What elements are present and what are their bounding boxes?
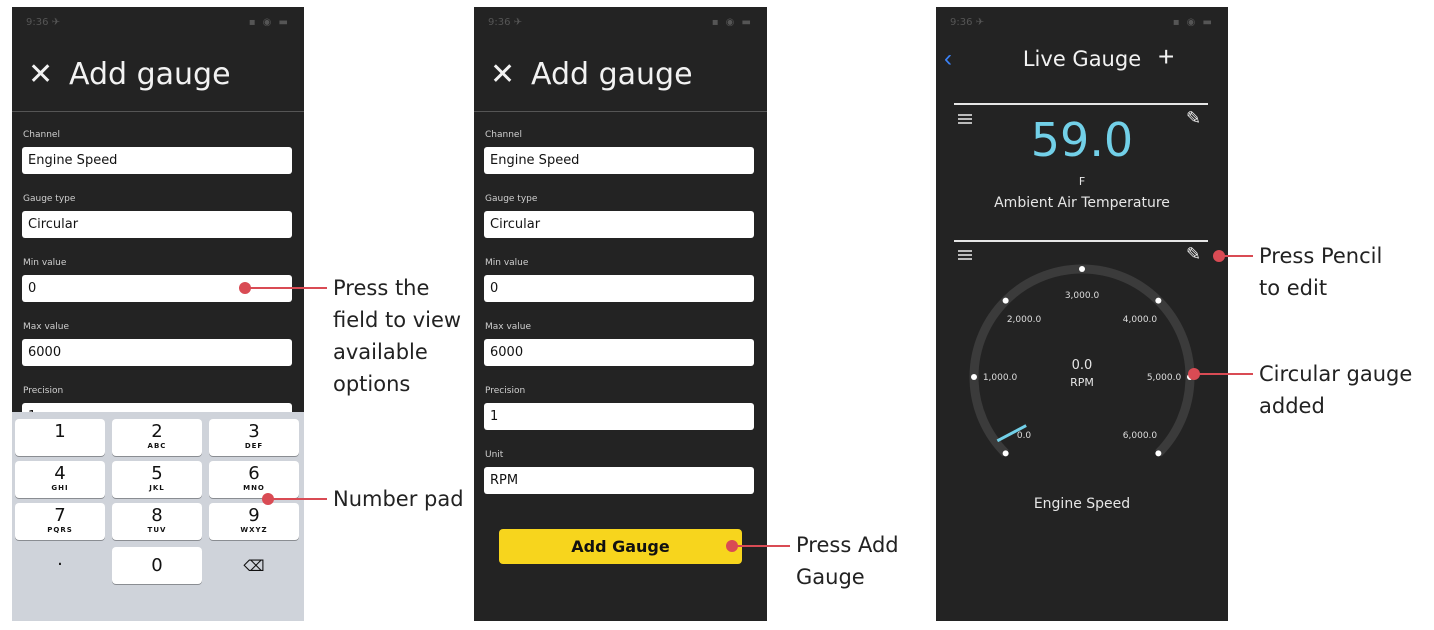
gauge-tick-dot <box>1003 298 1009 304</box>
callout-line-text: options <box>333 372 411 396</box>
status-icons: ▪ ◉ ▬ <box>1172 17 1214 28</box>
gauge-type-field[interactable]: Circular <box>22 211 292 238</box>
max-value-field[interactable]: 6000 <box>22 339 292 366</box>
unit-field[interactable]: RPM <box>484 467 754 494</box>
callout-line-pencil <box>1219 255 1253 257</box>
digital-gauge-value: 59.0 <box>1030 113 1134 167</box>
key-letters: DEF <box>244 442 264 450</box>
min-value-label: Min value <box>23 258 67 268</box>
max-value-field[interactable]: 6000 <box>484 339 754 366</box>
gauge-tick-dot <box>1079 266 1085 272</box>
gauge-tick-dot <box>1155 298 1161 304</box>
callout-press-add-gauge <box>796 529 899 593</box>
header-divider <box>12 111 304 112</box>
gauge-type-label: Gauge type <box>485 194 538 204</box>
callout-line-text: Press Pencil <box>1259 244 1383 268</box>
status-time: 9:36 ✈ <box>488 17 523 28</box>
gauge-tick-label: 6,000.0 <box>1122 430 1158 441</box>
status-time: 9:36 ✈ <box>950 17 985 28</box>
precision-field[interactable]: 1 <box>484 403 754 430</box>
status-time: 9:36 ✈ <box>26 17 61 28</box>
max-value-label: Max value <box>23 322 70 332</box>
gauge-type-field[interactable]: Circular <box>484 211 754 238</box>
callout-press-field <box>333 272 461 400</box>
gauge-tick-label: 5,000.0 <box>1146 373 1182 383</box>
numpad-key-7[interactable] <box>15 503 105 540</box>
key-digit: 0 <box>151 555 163 576</box>
circular-gauge-name: Engine Speed <box>1033 496 1131 512</box>
precision-label: Precision <box>485 386 526 396</box>
channel-label: Channel <box>485 130 522 140</box>
min-value-field[interactable]: 0 <box>484 275 754 302</box>
channel-label: Channel <box>23 130 60 140</box>
callout-press-pencil <box>1259 240 1382 304</box>
add-plus-icon[interactable]: + <box>1158 41 1175 72</box>
page-title: Live Gauge <box>1022 47 1142 71</box>
gauge-tick-label: 1,000.0 <box>982 373 1018 383</box>
callout-line-text: field to view <box>333 308 462 332</box>
channel-field[interactable]: Engine Speed <box>22 147 292 174</box>
circular-gauge-unit: RPM <box>1070 376 1094 389</box>
status-icons: ▪ ◉ ▬ <box>248 17 290 28</box>
min-value-field[interactable]: 0 <box>22 275 292 302</box>
gauge-tick-label: 4,000.0 <box>1122 315 1158 326</box>
status-bar <box>950 17 1214 29</box>
unit-label: Unit <box>485 450 504 460</box>
callout-line-text: Press the <box>333 276 430 300</box>
gauge-tick-label: 2,000.0 <box>1006 315 1042 326</box>
precision-label: Precision <box>23 386 64 396</box>
status-icons: ▪ ◉ ▬ <box>711 17 753 28</box>
callout-line-text: Press Add <box>796 533 899 557</box>
callout-line-add-gauge <box>732 545 790 547</box>
key-digit: 6 <box>248 463 260 484</box>
callout-line-text: Circular gauge <box>1259 362 1413 386</box>
key-digit: 7 <box>54 505 66 526</box>
gauge-type-label: Gauge type <box>23 194 76 204</box>
callout-line-min-value <box>245 287 327 289</box>
phone-screen-add-gauge-form <box>474 7 767 621</box>
digital-gauge-name: Ambient Air Temperature <box>994 195 1170 211</box>
channel-field[interactable]: Engine Speed <box>484 147 754 174</box>
numpad-key-3[interactable] <box>209 419 299 456</box>
key-digit: . <box>57 549 63 570</box>
key-digit: 4 <box>54 463 66 484</box>
key-letters: PQRS <box>47 526 73 534</box>
key-letters: JKL <box>149 484 165 492</box>
backspace-icon[interactable] <box>209 547 299 584</box>
gauge-tick-label: 0.0 <box>1016 430 1032 441</box>
add-gauge-button[interactable]: Add Gauge <box>499 529 742 564</box>
numpad-key-1[interactable] <box>15 419 105 456</box>
key-digit: 2 <box>151 421 163 442</box>
callout-line-text: to edit <box>1259 276 1328 300</box>
circular-gauge-value: 0.0 <box>1071 358 1093 373</box>
page-title: Add gauge <box>69 57 231 92</box>
pencil-icon[interactable]: ✎ <box>1186 244 1202 265</box>
key-letters: TUV <box>147 526 167 534</box>
callout-line-text: available <box>333 340 428 364</box>
phone-screen-live-gauge <box>936 7 1228 621</box>
callout-line-circular <box>1194 373 1253 375</box>
numpad-key-0[interactable] <box>112 547 202 584</box>
key-letters: MNO <box>243 484 265 492</box>
callout-circular-gauge <box>1259 358 1412 422</box>
close-icon[interactable]: ✕ <box>28 57 54 92</box>
numpad-key-decimal[interactable] <box>15 547 105 584</box>
callout-line-numpad <box>268 498 327 500</box>
numpad-key-8[interactable] <box>112 503 202 540</box>
key-letters: WXYZ <box>240 526 268 534</box>
gauge-tick-dot <box>1003 450 1009 456</box>
phone-screen-add-gauge-numpad <box>12 7 304 621</box>
close-icon[interactable]: ✕ <box>490 57 516 92</box>
pencil-icon[interactable]: ✎ <box>1186 108 1202 129</box>
key-digit: 8 <box>151 505 163 526</box>
status-bar <box>26 17 290 29</box>
callout-line-text: Gauge <box>796 565 865 589</box>
gauge-tick-dot <box>1155 450 1161 456</box>
back-chevron-icon[interactable]: ‹ <box>944 45 952 72</box>
callout-line-text: added <box>1259 394 1325 418</box>
page-title: Add gauge <box>531 57 693 92</box>
header-divider <box>474 111 767 112</box>
numpad-key-2[interactable] <box>112 419 202 456</box>
key-digit: 5 <box>151 463 163 484</box>
key-digit: 3 <box>248 421 260 442</box>
key-digit: ⌫ <box>243 557 265 575</box>
max-value-label: Max value <box>485 322 532 332</box>
key-letters: ABC <box>147 442 167 450</box>
min-value-label: Min value <box>485 258 529 268</box>
gauge-card-divider <box>954 240 1208 242</box>
digital-gauge-unit: F <box>1078 175 1086 188</box>
numpad-key-6[interactable] <box>209 461 299 498</box>
numpad-key-9[interactable] <box>209 503 299 540</box>
number-pad <box>12 412 304 621</box>
gauge-tick-label: 3,000.0 <box>1064 291 1100 301</box>
numpad-key-5[interactable] <box>112 461 202 498</box>
gauge-card-divider <box>954 103 1208 105</box>
key-letters: GHI <box>51 484 69 492</box>
key-digit: 1 <box>54 421 66 442</box>
numpad-key-4[interactable] <box>15 461 105 498</box>
status-bar <box>488 17 753 29</box>
key-digit: 9 <box>248 505 260 526</box>
callout-number-pad: Number pad <box>333 487 464 511</box>
